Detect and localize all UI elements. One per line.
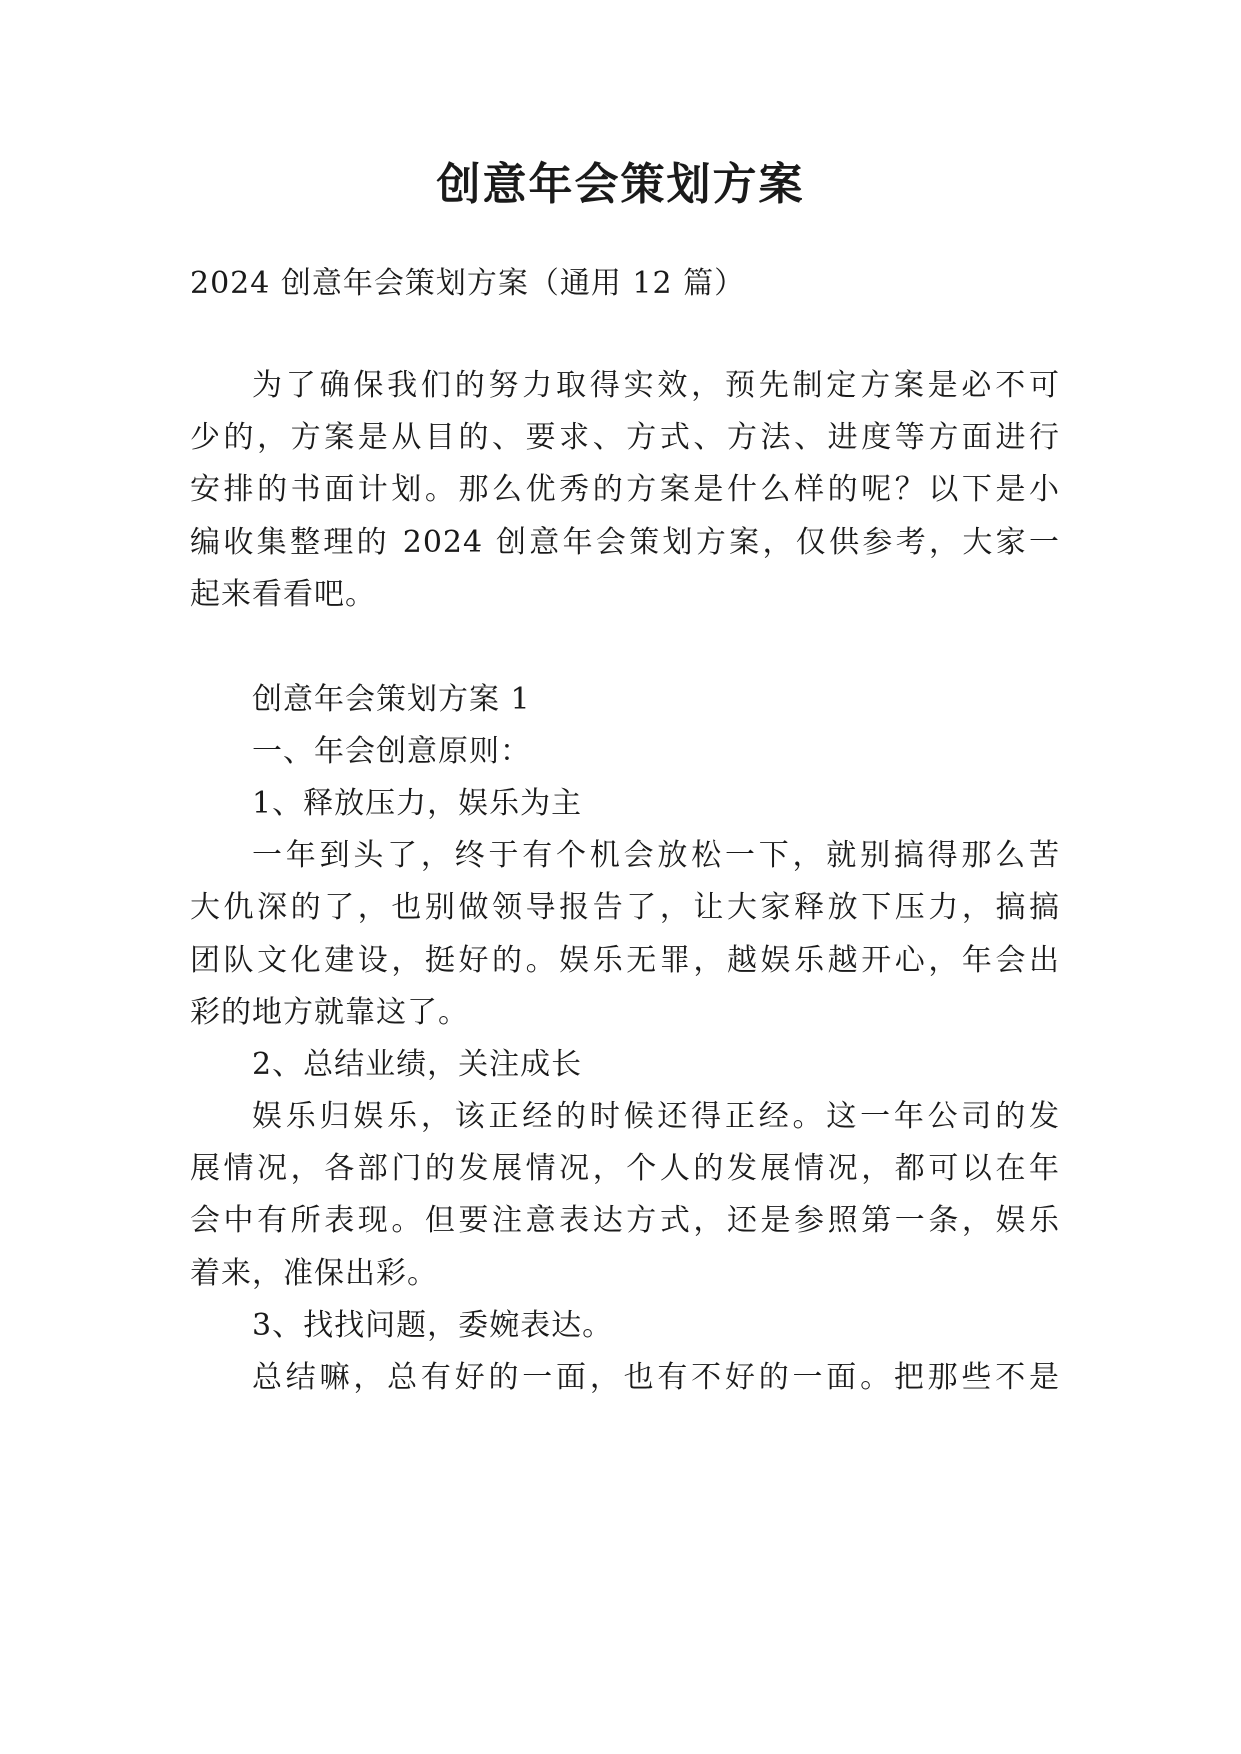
item2-body-line-2: 展情况，各部门的发展情况，个人的发展情况，都可以在年 xyxy=(190,1151,1060,1186)
section-heading: 创意年会策划方案 1 xyxy=(252,682,531,717)
item1-heading: 1、释放压力，娱乐为主 xyxy=(252,786,583,821)
item3-body-line-1: 总结嘛，总有好的一面，也有不好的一面。把那些不是 xyxy=(252,1360,1060,1395)
intro-line-4: 编收集整理的 2024 创意年会策划方案，仅供参考，大家一 xyxy=(190,525,1060,560)
item1-body-line-1: 一年到头了，终于有个机会放松一下，就别搞得那么苦 xyxy=(252,838,1060,873)
item1-body-line-4: 彩的地方就靠这了。 xyxy=(190,995,469,1030)
item1-body-line-2: 大仇深的了，也别做领导报告了，让大家释放下压力，搞搞 xyxy=(190,890,1060,925)
item2-body-line-3: 会中有所表现。但要注意表达方式，还是参照第一条，娱乐 xyxy=(190,1203,1060,1238)
intro-line-1: 为了确保我们的努力取得实效，预先制定方案是必不可 xyxy=(252,368,1060,403)
intro-line-5: 起来看看吧。 xyxy=(190,577,376,612)
item2-body-line-4: 着来，准保出彩。 xyxy=(190,1256,438,1291)
principles-heading: 一、年会创意原则： xyxy=(252,734,531,769)
document-title: 创意年会策划方案 xyxy=(436,159,805,210)
item3-heading: 3、找找问题，委婉表达。 xyxy=(252,1308,614,1343)
intro-line-3: 安排的书面计划。那么优秀的方案是什么样的呢？以下是小 xyxy=(190,472,1060,507)
document-subtitle: 2024 创意年会策划方案（通用 12 篇） xyxy=(190,266,746,301)
intro-line-2: 少的，方案是从目的、要求、方式、方法、进度等方面进行 xyxy=(190,420,1060,455)
item2-heading: 2、总结业绩，关注成长 xyxy=(252,1047,583,1082)
item2-body-line-1: 娱乐归娱乐，该正经的时候还得正经。这一年公司的发 xyxy=(252,1099,1060,1134)
item1-body-line-3: 团队文化建设，挺好的。娱乐无罪，越娱乐越开心，年会出 xyxy=(190,943,1060,978)
